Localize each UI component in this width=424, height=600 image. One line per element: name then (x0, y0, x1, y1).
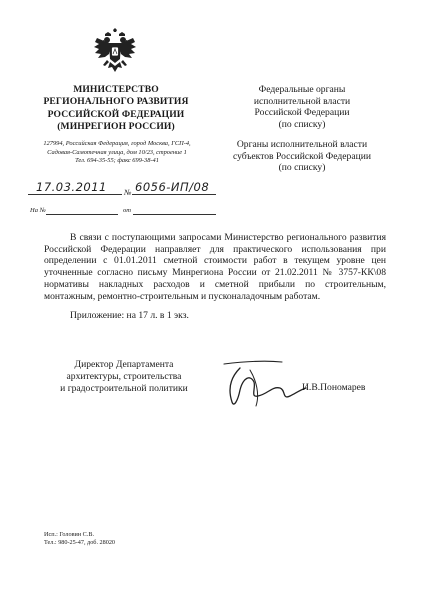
address-line: Садовая-Самотечная улица, дом 10/23, строение 1 (47, 148, 187, 156)
addressee-federal (230, 84, 374, 130)
letter-paragraph: В связи с поступающими запросами Министерство регионального развития Российской Федерации направляет для практического использования при определении с 01.01.2011 сметной стоимости работ в текущем уровне цен уточненные согласно письму Минрегиона России от 21.02.2011 № 3757-КК\08 нормативы накладных расходов и сметной прибыли по строительным, монтажным, ремонтно-строительным и пусконаладочным работам. (44, 232, 386, 302)
number-underline (132, 194, 216, 195)
signer-title-line: архитектуры, строительства (66, 371, 182, 383)
attachment-note: Приложение: на 17 л. в 1 экз. (70, 310, 189, 321)
signer-name: И.В.Пономарев (302, 382, 366, 393)
ministry-line: РЕГИОНАЛЬНОГО РАЗВИТИЯ (43, 96, 189, 108)
address-line: Тел. 694-35-55; факс 699-38-41 (75, 157, 159, 165)
addressee-line: субъектов Российской Федерации (233, 150, 371, 162)
addressee-line: (по списку) (278, 162, 326, 174)
addressee-line: исполнительной власти (253, 95, 351, 107)
ministry-name (30, 84, 202, 134)
executor-info (44, 531, 115, 548)
ministry-line: МИНИСТЕРСТВО (73, 84, 159, 95)
addressee-line: (по списку) (278, 118, 326, 130)
registration-number: 6056-ИП/08 (135, 180, 210, 194)
ministry-line: (МИНРЕГИОН РОССИИ) (57, 121, 175, 133)
signer-title-line: Директор Департамента (74, 359, 174, 370)
address-line: 127994, Российская Федерация, город Москва, ГСП-4, (43, 140, 191, 147)
registration-date: 17.03.2011 (36, 180, 107, 194)
handwritten-signature (210, 360, 310, 410)
double-headed-eagle-emblem-icon (93, 28, 137, 78)
signer-title-line: и градостроительной политики (60, 383, 188, 395)
addressee-line: Федеральные органы (258, 84, 346, 95)
letter-body (44, 232, 386, 302)
executor-name: Исп.: Головин С.В. (44, 531, 95, 538)
registration-number-label: № (124, 188, 132, 197)
executor-phone: Тел.: 980-25-47, доб. 28020 (44, 539, 116, 547)
addressee-line: Российской Федерации (254, 107, 350, 119)
reference-date-label: от (123, 207, 131, 214)
signer-title (44, 359, 204, 396)
addressee-regional (230, 139, 374, 174)
addressee-line: Органы исполнительной власти (236, 139, 368, 150)
reference-number-label: На № (30, 207, 46, 214)
reference-date-line (133, 214, 216, 215)
ministry-address (22, 140, 212, 166)
reference-number-line (46, 214, 118, 215)
date-underline (28, 194, 122, 195)
ministry-line: РОССИЙСКОЙ ФЕДЕРАЦИИ (47, 108, 185, 120)
